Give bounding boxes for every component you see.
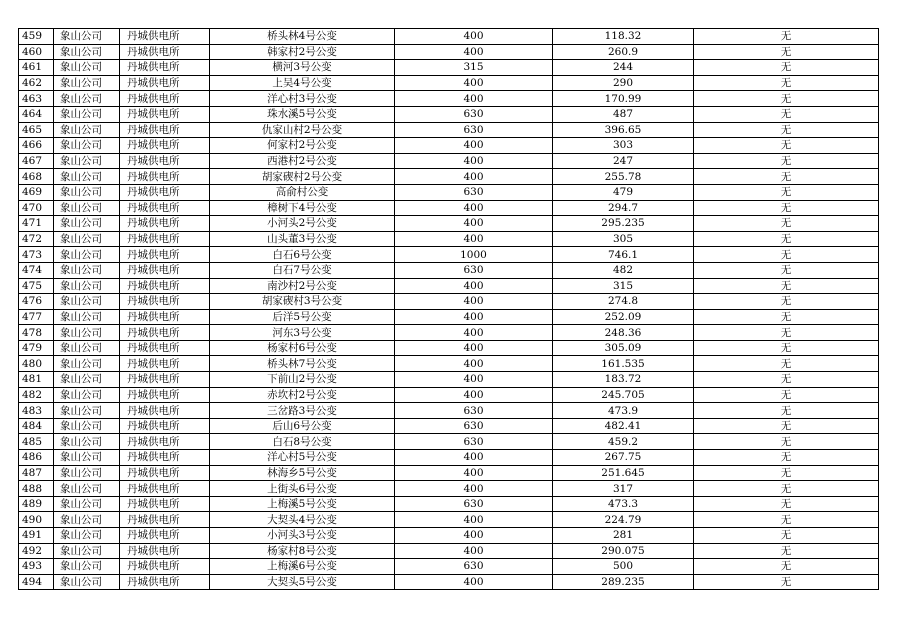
row-number-cell: 466 (19, 138, 54, 154)
row-number-cell: 482 (19, 387, 54, 403)
load-cell: 244 (553, 60, 694, 76)
remark-cell: 无 (694, 122, 879, 138)
row-number-cell: 476 (19, 294, 54, 310)
transformer-name-cell: 上街头6号公变 (210, 481, 395, 497)
capacity-cell: 400 (395, 543, 553, 559)
remark-cell: 无 (694, 465, 879, 481)
table-row (19, 262, 879, 278)
company-cell: 象山公司 (54, 75, 120, 91)
table-row (19, 309, 879, 325)
transformer-name-cell: 珠水溪5号公变 (210, 106, 395, 122)
row-number-cell: 479 (19, 340, 54, 356)
company-cell: 象山公司 (54, 481, 120, 497)
table-row (19, 387, 879, 403)
table-row (19, 434, 879, 450)
row-number-cell: 480 (19, 356, 54, 372)
table-row (19, 138, 879, 154)
transformer-name-cell: 韩家村2号公变 (210, 44, 395, 60)
transformer-name-cell: 上梅溪5号公变 (210, 496, 395, 512)
capacity-cell: 400 (395, 574, 553, 590)
capacity-cell: 400 (395, 169, 553, 185)
company-cell: 象山公司 (54, 340, 120, 356)
company-cell: 象山公司 (54, 325, 120, 341)
remark-cell: 无 (694, 309, 879, 325)
company-cell: 象山公司 (54, 60, 120, 76)
capacity-cell: 400 (395, 481, 553, 497)
table-body (19, 29, 879, 590)
row-number-cell: 475 (19, 278, 54, 294)
row-number-cell: 484 (19, 418, 54, 434)
load-cell: 118.32 (553, 29, 694, 45)
remark-cell: 无 (694, 169, 879, 185)
capacity-cell: 400 (395, 278, 553, 294)
capacity-cell: 630 (395, 122, 553, 138)
row-number-cell: 467 (19, 153, 54, 169)
transformer-name-cell: 白石6号公变 (210, 247, 395, 263)
station-cell: 丹城供电所 (120, 528, 210, 544)
row-number-cell: 472 (19, 231, 54, 247)
transformer-name-cell: 小河头3号公变 (210, 528, 395, 544)
company-cell: 象山公司 (54, 231, 120, 247)
company-cell: 象山公司 (54, 106, 120, 122)
capacity-cell: 400 (395, 200, 553, 216)
table-row (19, 29, 879, 45)
station-cell: 丹城供电所 (120, 29, 210, 45)
company-cell: 象山公司 (54, 91, 120, 107)
transformer-name-cell: 小河头2号公变 (210, 216, 395, 232)
company-cell: 象山公司 (54, 372, 120, 388)
transformer-name-cell: 河东3号公变 (210, 325, 395, 341)
company-cell: 象山公司 (54, 200, 120, 216)
station-cell: 丹城供电所 (120, 543, 210, 559)
transformer-name-cell: 林海乡5号公变 (210, 465, 395, 481)
station-cell: 丹城供电所 (120, 356, 210, 372)
capacity-cell: 630 (395, 418, 553, 434)
row-number-cell: 485 (19, 434, 54, 450)
transformer-name-cell: 赤坎村2号公变 (210, 387, 395, 403)
table-row (19, 122, 879, 138)
transformer-name-cell: 上梅溪6号公变 (210, 559, 395, 575)
company-cell: 象山公司 (54, 356, 120, 372)
company-cell: 象山公司 (54, 512, 120, 528)
transformer-name-cell: 南沙村2号公变 (210, 278, 395, 294)
remark-cell: 无 (694, 184, 879, 200)
transformer-name-cell: 高俞村公变 (210, 184, 395, 200)
station-cell: 丹城供电所 (120, 231, 210, 247)
transformer-name-cell: 下前山2号公变 (210, 372, 395, 388)
station-cell: 丹城供电所 (120, 387, 210, 403)
table-row (19, 418, 879, 434)
table-row (19, 60, 879, 76)
remark-cell: 无 (694, 450, 879, 466)
remark-cell: 无 (694, 29, 879, 45)
company-cell: 象山公司 (54, 450, 120, 466)
transformer-name-cell: 山头董3号公变 (210, 231, 395, 247)
capacity-cell: 400 (395, 44, 553, 60)
capacity-cell: 1000 (395, 247, 553, 263)
station-cell: 丹城供电所 (120, 75, 210, 91)
transformer-name-cell: 白石8号公变 (210, 434, 395, 450)
transformer-name-cell: 白石7号公变 (210, 262, 395, 278)
load-cell: 281 (553, 528, 694, 544)
company-cell: 象山公司 (54, 559, 120, 575)
remark-cell: 无 (694, 44, 879, 60)
table-row (19, 91, 879, 107)
station-cell: 丹城供电所 (120, 44, 210, 60)
transformer-name-cell: 桥头林7号公变 (210, 356, 395, 372)
company-cell: 象山公司 (54, 184, 120, 200)
remark-cell: 无 (694, 231, 879, 247)
load-cell: 305.09 (553, 340, 694, 356)
row-number-cell: 481 (19, 372, 54, 388)
station-cell: 丹城供电所 (120, 512, 210, 528)
row-number-cell: 474 (19, 262, 54, 278)
remark-cell: 无 (694, 481, 879, 497)
capacity-cell: 400 (395, 387, 553, 403)
remark-cell: 无 (694, 153, 879, 169)
load-cell: 274.8 (553, 294, 694, 310)
table-row (19, 356, 879, 372)
row-number-cell: 460 (19, 44, 54, 60)
load-cell: 247 (553, 153, 694, 169)
station-cell: 丹城供电所 (120, 278, 210, 294)
company-cell: 象山公司 (54, 309, 120, 325)
remark-cell: 无 (694, 528, 879, 544)
row-number-cell: 471 (19, 216, 54, 232)
table-row (19, 184, 879, 200)
company-cell: 象山公司 (54, 122, 120, 138)
load-cell: 251.645 (553, 465, 694, 481)
remark-cell: 无 (694, 60, 879, 76)
remark-cell: 无 (694, 294, 879, 310)
transformer-name-cell: 后山6号公变 (210, 418, 395, 434)
load-cell: 500 (553, 559, 694, 575)
station-cell: 丹城供电所 (120, 325, 210, 341)
remark-cell: 无 (694, 387, 879, 403)
remark-cell: 无 (694, 418, 879, 434)
remark-cell: 无 (694, 356, 879, 372)
station-cell: 丹城供电所 (120, 481, 210, 497)
remark-cell: 无 (694, 75, 879, 91)
load-cell: 290.075 (553, 543, 694, 559)
table-row (19, 559, 879, 575)
transformer-name-cell: 桥头林4号公变 (210, 29, 395, 45)
table-row (19, 528, 879, 544)
station-cell: 丹城供电所 (120, 153, 210, 169)
remark-cell: 无 (694, 574, 879, 590)
row-number-cell: 488 (19, 481, 54, 497)
row-number-cell: 477 (19, 309, 54, 325)
table-row (19, 247, 879, 263)
company-cell: 象山公司 (54, 262, 120, 278)
station-cell: 丹城供电所 (120, 91, 210, 107)
capacity-cell: 400 (395, 512, 553, 528)
transformer-name-cell: 胡家碶村3号公变 (210, 294, 395, 310)
station-cell: 丹城供电所 (120, 403, 210, 419)
table-row (19, 496, 879, 512)
load-cell: 255.78 (553, 169, 694, 185)
remark-cell: 无 (694, 216, 879, 232)
row-number-cell: 492 (19, 543, 54, 559)
capacity-cell: 400 (395, 372, 553, 388)
row-number-cell: 465 (19, 122, 54, 138)
table-row (19, 44, 879, 60)
row-number-cell: 486 (19, 450, 54, 466)
capacity-cell: 630 (395, 559, 553, 575)
company-cell: 象山公司 (54, 294, 120, 310)
table-row (19, 340, 879, 356)
transformer-name-cell: 上吴4号公变 (210, 75, 395, 91)
row-number-cell: 491 (19, 528, 54, 544)
load-cell: 479 (553, 184, 694, 200)
load-cell: 290 (553, 75, 694, 91)
row-number-cell: 461 (19, 60, 54, 76)
company-cell: 象山公司 (54, 574, 120, 590)
station-cell: 丹城供电所 (120, 122, 210, 138)
capacity-cell: 400 (395, 309, 553, 325)
station-cell: 丹城供电所 (120, 138, 210, 154)
transformer-name-cell: 樟树下4号公变 (210, 200, 395, 216)
capacity-cell: 630 (395, 403, 553, 419)
capacity-cell: 400 (395, 528, 553, 544)
row-number-cell: 470 (19, 200, 54, 216)
row-number-cell: 462 (19, 75, 54, 91)
station-cell: 丹城供电所 (120, 247, 210, 263)
station-cell: 丹城供电所 (120, 574, 210, 590)
company-cell: 象山公司 (54, 434, 120, 450)
company-cell: 象山公司 (54, 528, 120, 544)
table-row (19, 200, 879, 216)
remark-cell: 无 (694, 262, 879, 278)
station-cell: 丹城供电所 (120, 340, 210, 356)
company-cell: 象山公司 (54, 29, 120, 45)
table-row (19, 153, 879, 169)
load-cell: 294.7 (553, 200, 694, 216)
capacity-cell: 400 (395, 450, 553, 466)
company-cell: 象山公司 (54, 465, 120, 481)
station-cell: 丹城供电所 (120, 200, 210, 216)
load-cell: 245.705 (553, 387, 694, 403)
remark-cell: 无 (694, 434, 879, 450)
company-cell: 象山公司 (54, 216, 120, 232)
station-cell: 丹城供电所 (120, 465, 210, 481)
remark-cell: 无 (694, 325, 879, 341)
row-number-cell: 478 (19, 325, 54, 341)
load-cell: 482.41 (553, 418, 694, 434)
load-cell: 746.1 (553, 247, 694, 263)
remark-cell: 无 (694, 512, 879, 528)
table-row (19, 325, 879, 341)
capacity-cell: 630 (395, 496, 553, 512)
remark-cell: 无 (694, 200, 879, 216)
capacity-cell: 630 (395, 106, 553, 122)
table-row (19, 216, 879, 232)
remark-cell: 无 (694, 340, 879, 356)
remark-cell: 无 (694, 496, 879, 512)
load-cell: 248.36 (553, 325, 694, 341)
table-row (19, 231, 879, 247)
company-cell: 象山公司 (54, 138, 120, 154)
load-cell: 295.235 (553, 216, 694, 232)
capacity-cell: 400 (395, 75, 553, 91)
row-number-cell: 494 (19, 574, 54, 590)
load-cell: 252.09 (553, 309, 694, 325)
station-cell: 丹城供电所 (120, 262, 210, 278)
station-cell: 丹城供电所 (120, 418, 210, 434)
station-cell: 丹城供电所 (120, 216, 210, 232)
table-row (19, 372, 879, 388)
load-cell: 224.79 (553, 512, 694, 528)
table-row (19, 403, 879, 419)
load-cell: 161.535 (553, 356, 694, 372)
row-number-cell: 459 (19, 29, 54, 45)
company-cell: 象山公司 (54, 403, 120, 419)
row-number-cell: 493 (19, 559, 54, 575)
transformer-name-cell: 杨家村6号公变 (210, 340, 395, 356)
company-cell: 象山公司 (54, 278, 120, 294)
company-cell: 象山公司 (54, 247, 120, 263)
load-cell: 183.72 (553, 372, 694, 388)
company-cell: 象山公司 (54, 387, 120, 403)
remark-cell: 无 (694, 372, 879, 388)
transformer-name-cell: 洋心村3号公变 (210, 91, 395, 107)
table-row (19, 465, 879, 481)
station-cell: 丹城供电所 (120, 434, 210, 450)
table-row (19, 169, 879, 185)
row-number-cell: 489 (19, 496, 54, 512)
company-cell: 象山公司 (54, 543, 120, 559)
transformer-name-cell: 三岔路3号公变 (210, 403, 395, 419)
station-cell: 丹城供电所 (120, 450, 210, 466)
capacity-cell: 400 (395, 294, 553, 310)
transformer-name-cell: 横河3号公变 (210, 60, 395, 76)
transformer-name-cell: 大契头5号公变 (210, 574, 395, 590)
table-row (19, 481, 879, 497)
row-number-cell: 468 (19, 169, 54, 185)
transformer-table (18, 28, 879, 590)
capacity-cell: 400 (395, 91, 553, 107)
table-row (19, 543, 879, 559)
row-number-cell: 490 (19, 512, 54, 528)
load-cell: 303 (553, 138, 694, 154)
capacity-cell: 400 (395, 153, 553, 169)
table-row (19, 75, 879, 91)
load-cell: 473.9 (553, 403, 694, 419)
capacity-cell: 400 (395, 231, 553, 247)
station-cell: 丹城供电所 (120, 60, 210, 76)
remark-cell: 无 (694, 247, 879, 263)
capacity-cell: 400 (395, 138, 553, 154)
capacity-cell: 400 (395, 465, 553, 481)
company-cell: 象山公司 (54, 496, 120, 512)
load-cell: 396.65 (553, 122, 694, 138)
transformer-name-cell: 后洋5号公变 (210, 309, 395, 325)
table-row (19, 450, 879, 466)
company-cell: 象山公司 (54, 44, 120, 60)
remark-cell: 无 (694, 543, 879, 559)
load-cell: 482 (553, 262, 694, 278)
table-row (19, 278, 879, 294)
company-cell: 象山公司 (54, 153, 120, 169)
load-cell: 473.3 (553, 496, 694, 512)
table-row (19, 106, 879, 122)
transformer-name-cell: 杨家村8号公变 (210, 543, 395, 559)
capacity-cell: 630 (395, 262, 553, 278)
row-number-cell: 473 (19, 247, 54, 263)
capacity-cell: 400 (395, 29, 553, 45)
capacity-cell: 315 (395, 60, 553, 76)
transformer-name-cell: 洋心村5号公变 (210, 450, 395, 466)
row-number-cell: 469 (19, 184, 54, 200)
load-cell: 289.235 (553, 574, 694, 590)
transformer-name-cell: 西港村2号公变 (210, 153, 395, 169)
station-cell: 丹城供电所 (120, 106, 210, 122)
table-row (19, 512, 879, 528)
station-cell: 丹城供电所 (120, 496, 210, 512)
capacity-cell: 630 (395, 434, 553, 450)
remark-cell: 无 (694, 138, 879, 154)
transformer-name-cell: 胡家碶村2号公变 (210, 169, 395, 185)
row-number-cell: 463 (19, 91, 54, 107)
station-cell: 丹城供电所 (120, 559, 210, 575)
capacity-cell: 400 (395, 325, 553, 341)
capacity-cell: 400 (395, 340, 553, 356)
station-cell: 丹城供电所 (120, 184, 210, 200)
load-cell: 487 (553, 106, 694, 122)
station-cell: 丹城供电所 (120, 372, 210, 388)
transformer-name-cell: 仇家山村2号公变 (210, 122, 395, 138)
remark-cell: 无 (694, 106, 879, 122)
table-row (19, 294, 879, 310)
table-row (19, 574, 879, 590)
capacity-cell: 400 (395, 356, 553, 372)
load-cell: 315 (553, 278, 694, 294)
company-cell: 象山公司 (54, 418, 120, 434)
remark-cell: 无 (694, 91, 879, 107)
row-number-cell: 464 (19, 106, 54, 122)
transformer-name-cell: 大契头4号公变 (210, 512, 395, 528)
company-cell: 象山公司 (54, 169, 120, 185)
load-cell: 260.9 (553, 44, 694, 60)
station-cell: 丹城供电所 (120, 309, 210, 325)
load-cell: 317 (553, 481, 694, 497)
transformer-name-cell: 何家村2号公变 (210, 138, 395, 154)
load-cell: 170.99 (553, 91, 694, 107)
capacity-cell: 400 (395, 216, 553, 232)
station-cell: 丹城供电所 (120, 169, 210, 185)
row-number-cell: 483 (19, 403, 54, 419)
remark-cell: 无 (694, 403, 879, 419)
load-cell: 305 (553, 231, 694, 247)
load-cell: 267.75 (553, 450, 694, 466)
station-cell: 丹城供电所 (120, 294, 210, 310)
row-number-cell: 487 (19, 465, 54, 481)
remark-cell: 无 (694, 559, 879, 575)
remark-cell: 无 (694, 278, 879, 294)
load-cell: 459.2 (553, 434, 694, 450)
capacity-cell: 630 (395, 184, 553, 200)
